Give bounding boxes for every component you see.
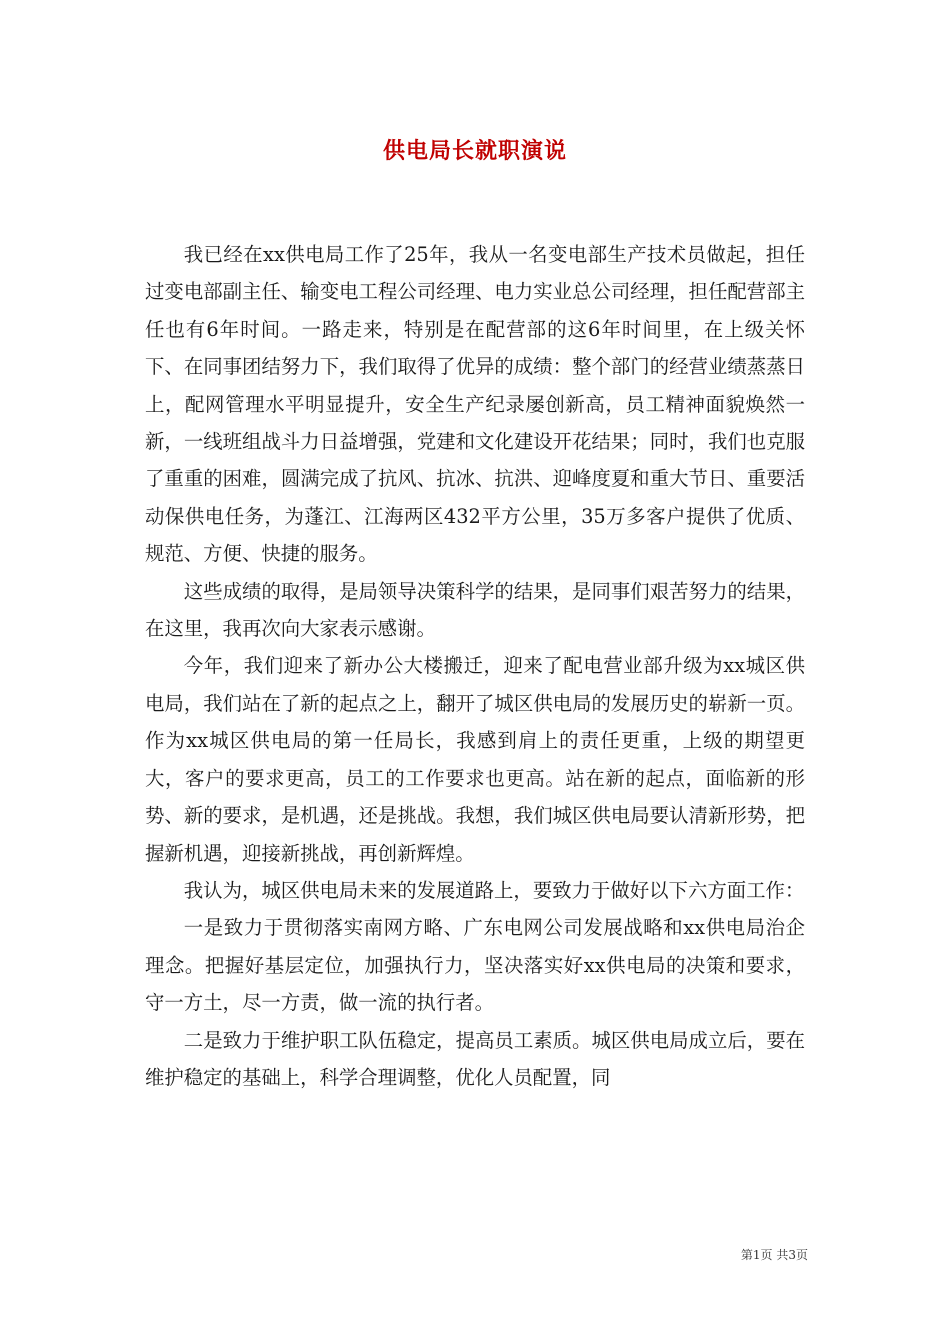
paragraph: 一是致力于贯彻落实南网方略、广东电网公司发展战略和xx供电局治企理念。把握好基层定位，加强执行力，坚决落实好xx供电局的决策和要求，守一方土，尽一方责，做一流的执行者。 [145, 916, 805, 1015]
paragraph: 这些成绩的取得，是局领导决策科学的结果，是同事们艰苦努力的结果，在这里，我再次向大家表示感谢。 [145, 579, 805, 641]
paragraph: 今年，我们迎来了新办公大楼搬迁，迎来了配电营业部升级为xx城区供电局，我们站在了新的起点之上，翻开了城区供电局的发展历史的崭新一页。作为xx城区供电局的第一任局长，我感到肩上的责任更重，上级的期望更大，客户的要求更高，员工的工作要求也更高。站在新的起点，面临新的形势、新的要求，是机遇，还是挑战。我想，我们城区供电局要认清新形势，把握新机遇，迎接新挑战，再创新辉煌。 [145, 654, 805, 865]
paragraph: 二是致力于维护职工队伍稳定，提高员工素质。城区供电局成立后，要在维护稳定的基础上，科学合理调整，优化人员配置，同 [145, 1028, 805, 1089]
paragraph: 我已经在xx供电局工作了25年，我从一名变电部生产技术员做起，担任过变电部副主任、输变电工程公司经理、电力实业总公司经理，担任配营部主任也有6年时间。一路走来，特别是在配营部的这6年时间里，在上级关怀下、在同事团结努力下，我们取得了优异的成绩：整个部门的经营业绩蒸蒸日上，配网管理水平明显提升，安全生产纪录屡创新高，员工精神面貌焕然一新，一线班组战斗力日益增强，党建和文化建设开花结果；同时，我们也克服了重重的困难，圆满完成了抗风、抗冰、抗洪、迎峰度夏和重大节日、重要活动保供电任务，为蓬江、江海两区432平方公里，35万多客户提供了优质、规范、方便、快捷的服务。 [145, 243, 805, 566]
paragraph: 我认为，城区供电局未来的发展道路上，要致力于做好以下六方面工作： [183, 878, 805, 902]
page-number: 第1页 共3页 [740, 1248, 808, 1262]
document-title: 供电局长就职演说 [382, 139, 567, 164]
document-body [145, 236, 805, 1096]
